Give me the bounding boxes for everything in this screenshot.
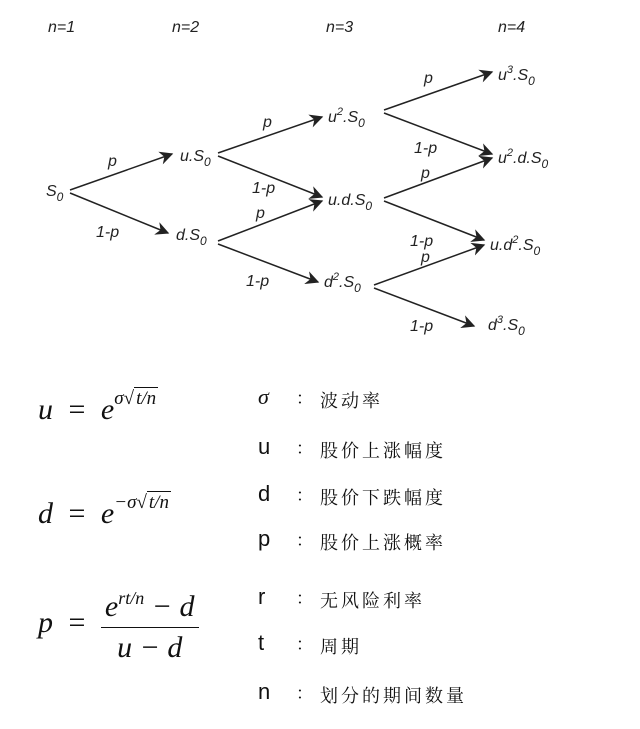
edge-label-p: p <box>263 114 272 131</box>
legend-description: 无风险利率 <box>320 591 425 612</box>
formula-u-eq: = <box>68 393 86 426</box>
legend-colon: ： <box>296 486 313 505</box>
formula-u-base: e <box>100 393 115 426</box>
legend-colon: ： <box>296 439 313 458</box>
legend-item <box>258 630 618 660</box>
edge-label-1-p: 1-p <box>96 224 120 241</box>
edge-label-1-p: 1-p <box>414 140 438 157</box>
node-ds0: $d.S_0$ <box>176 227 207 248</box>
legend-item <box>258 679 618 709</box>
legend-symbol: σ <box>258 384 269 409</box>
legend-symbol: n <box>258 679 271 704</box>
legend-symbol: p <box>258 526 271 551</box>
edge-label-1-p: 1-p <box>246 273 270 290</box>
sqrt-icon: √ t/n <box>123 388 157 409</box>
header-n4: n=4 <box>498 19 526 36</box>
legend-colon: ： <box>296 531 313 550</box>
node-s0: $S_0$ <box>46 183 64 204</box>
edge-ds0-uds0 <box>218 201 322 241</box>
node-ud2s0: $u.d^2.S_0$ <box>490 234 541 258</box>
formula-p-lhs: p <box>38 606 53 639</box>
formula-u-lhs: u <box>38 393 53 426</box>
node-u2ds0: $u^2.d.S_0$ <box>498 147 549 171</box>
edge-u2s0-u2ds0 <box>384 113 492 154</box>
legend-symbol: t <box>258 630 265 655</box>
formula-p-eq: = <box>68 606 86 639</box>
legend-symbol: u <box>258 434 271 459</box>
formula-u-exp: σ <box>114 388 124 409</box>
legend-description: 股价上涨幅度 <box>320 441 446 462</box>
fraction-numerator: $e^{rt/n} - d$ <box>101 578 199 628</box>
formula-u <box>38 388 158 427</box>
node-d2s0: $d^2.S_0$ <box>324 271 361 295</box>
legend-item <box>258 584 618 614</box>
node-u3s0: $u^3.S_0$ <box>498 64 535 88</box>
binomial-tree <box>0 0 640 350</box>
edge-label-p: p <box>424 70 433 87</box>
legend-description: 股价下跌幅度 <box>320 488 446 509</box>
fraction-denominator: u − d <box>117 631 183 664</box>
formula-p <box>38 578 199 668</box>
edge-uds0-u2ds0 <box>384 158 492 198</box>
legend-colon: ： <box>296 589 313 608</box>
formula-u-rad: t/n <box>136 388 157 409</box>
node-d3s0: $d^3.S_0$ <box>488 314 525 338</box>
edge-label-p: p <box>421 165 430 182</box>
legend-item <box>258 384 618 414</box>
legend-colon: ： <box>296 684 313 703</box>
formula-d-exp: −σ <box>114 492 137 513</box>
header-n1: n=1 <box>48 19 76 36</box>
legend-description: 股价上涨概率 <box>320 533 446 554</box>
edge-s0-us0 <box>70 154 172 190</box>
edge-label-1-p: 1-p <box>252 180 276 197</box>
formula-d-base: e <box>100 497 115 530</box>
edge-uds0-ud2s0 <box>384 201 484 240</box>
legend-symbol: r <box>258 584 266 609</box>
formula-d <box>38 492 171 531</box>
legend-colon: ： <box>296 389 313 408</box>
edge-label-p: p <box>108 153 117 170</box>
legend-description: 波动率 <box>320 391 383 412</box>
formula-d-eq: = <box>68 497 86 530</box>
legend-item <box>258 526 618 556</box>
legend-symbol: d <box>258 481 271 506</box>
formula-d-rad: t/n <box>148 492 169 513</box>
legend-description: 周期 <box>320 637 362 658</box>
header-n3: n=3 <box>326 19 354 36</box>
legend-colon: ： <box>296 635 313 654</box>
node-u2s0: $u^2.S_0$ <box>328 106 365 130</box>
node-us0: $u.S_0$ <box>180 148 211 169</box>
legend-item <box>258 434 618 464</box>
edge-label-1-p: 1-p <box>410 233 434 250</box>
header-n2: n=2 <box>172 19 200 36</box>
legend-description: 划分的期间数量 <box>320 686 467 707</box>
edge-label-1-p: 1-p <box>410 318 434 335</box>
node-uds0: $u.d.S_0$ <box>328 192 373 213</box>
edge-label-p: p <box>256 205 265 222</box>
edge-label-p: p <box>421 249 430 266</box>
formula-d-lhs: d <box>38 497 53 530</box>
fraction <box>101 578 199 668</box>
sqrt-icon: √ t/n <box>136 492 169 513</box>
legend-item <box>258 481 618 511</box>
edge-u2s0-u3s0 <box>384 72 492 110</box>
